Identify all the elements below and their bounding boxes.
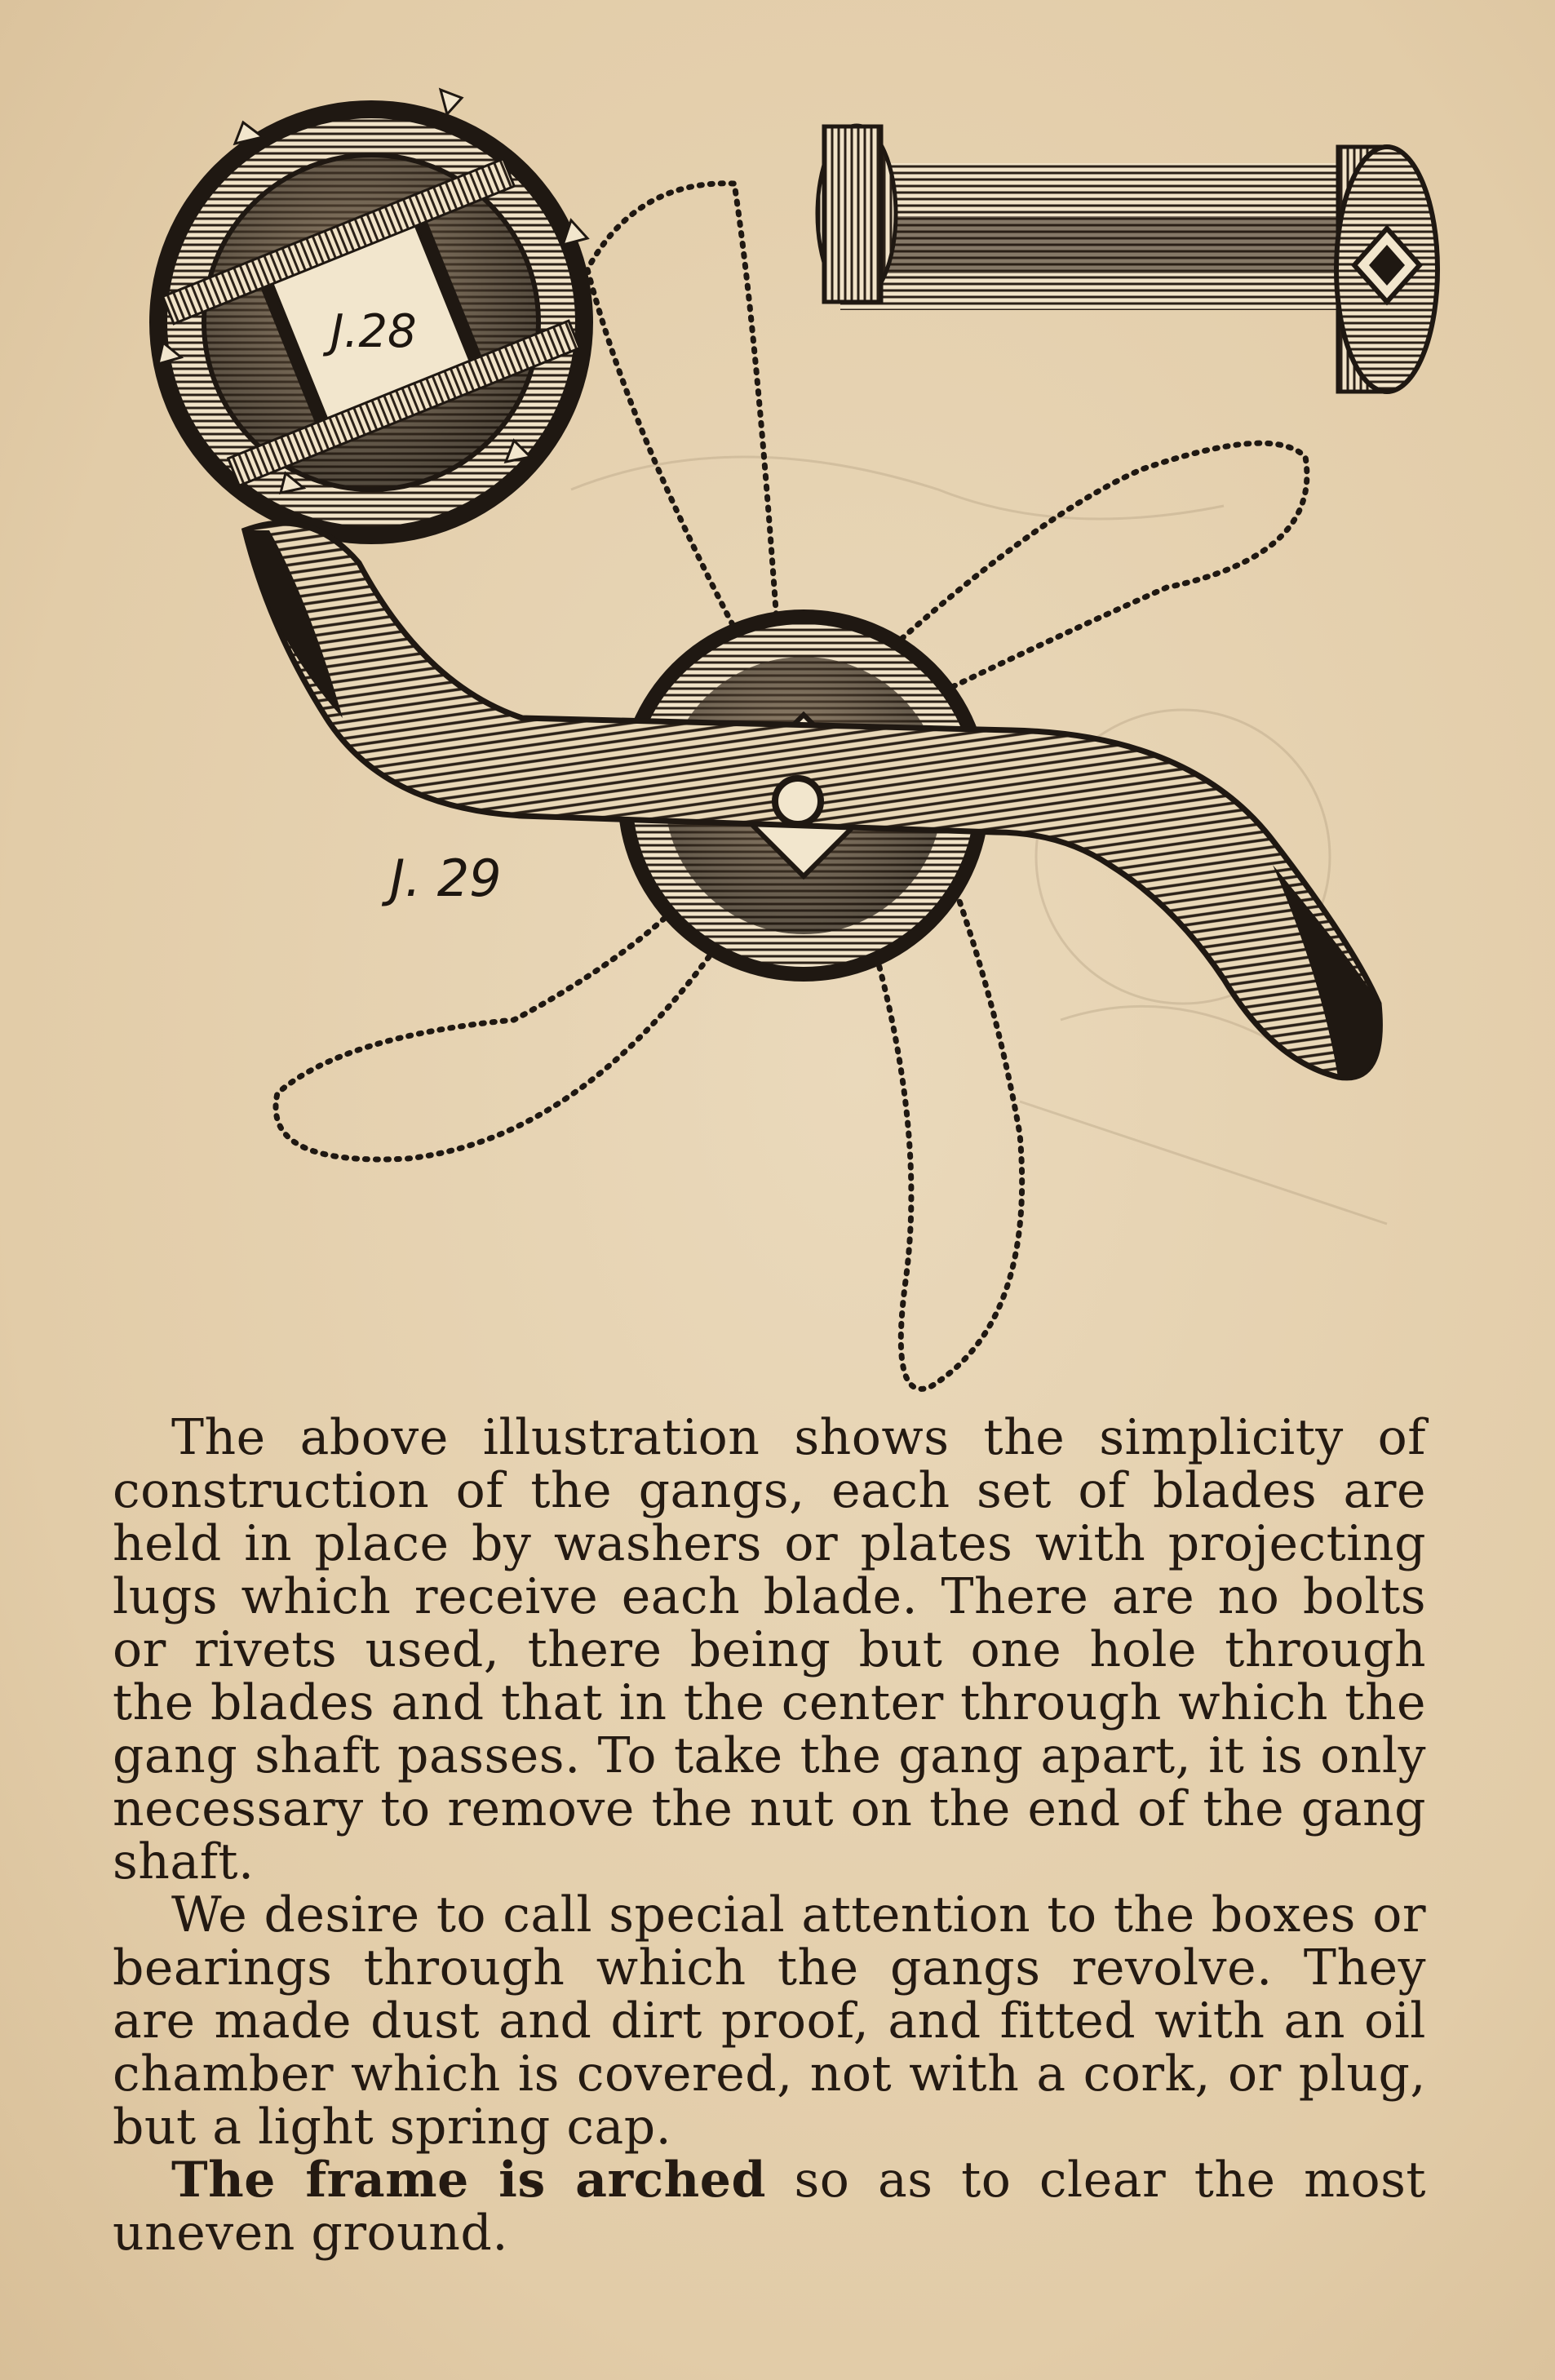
scraper-arm-drawing: [245, 523, 1380, 1078]
frame-rest-text: so as to clear the most uneven ground.: [113, 2152, 1426, 2262]
spool-bearing-drawing: [817, 126, 1438, 392]
paragraph-construction: The above illustration shows the simplicity of construction of the gangs, each set of blades are held in place by washers or plates with projecting lugs which receive each blade. There are no bolts or rivets used, there being but one hole through the blades and that in the center through which the gang shaft passes. To take the gang apart, it is only necessary to remove the nut on the end of the gang shaft.: [113, 1409, 1426, 1890]
j28-figure-label: J.28: [330, 305, 417, 358]
frame-lead-phrase: The frame is arched: [171, 2152, 766, 2209]
washer-j28-drawing: [149, 90, 593, 544]
paragraph-bearings: We desire to call special attention to the boxes or bearings through which the gangs revolve. They are made dust and dirt proof, and fitted with an oil chamber which is covered, not with a cork, or plug, but a light spring cap.: [113, 1886, 1426, 2156]
paragraph-frame: [113, 2154, 1426, 2260]
j29-figure-label: J. 29: [390, 849, 502, 908]
description-text-block: [113, 1409, 1426, 2262]
